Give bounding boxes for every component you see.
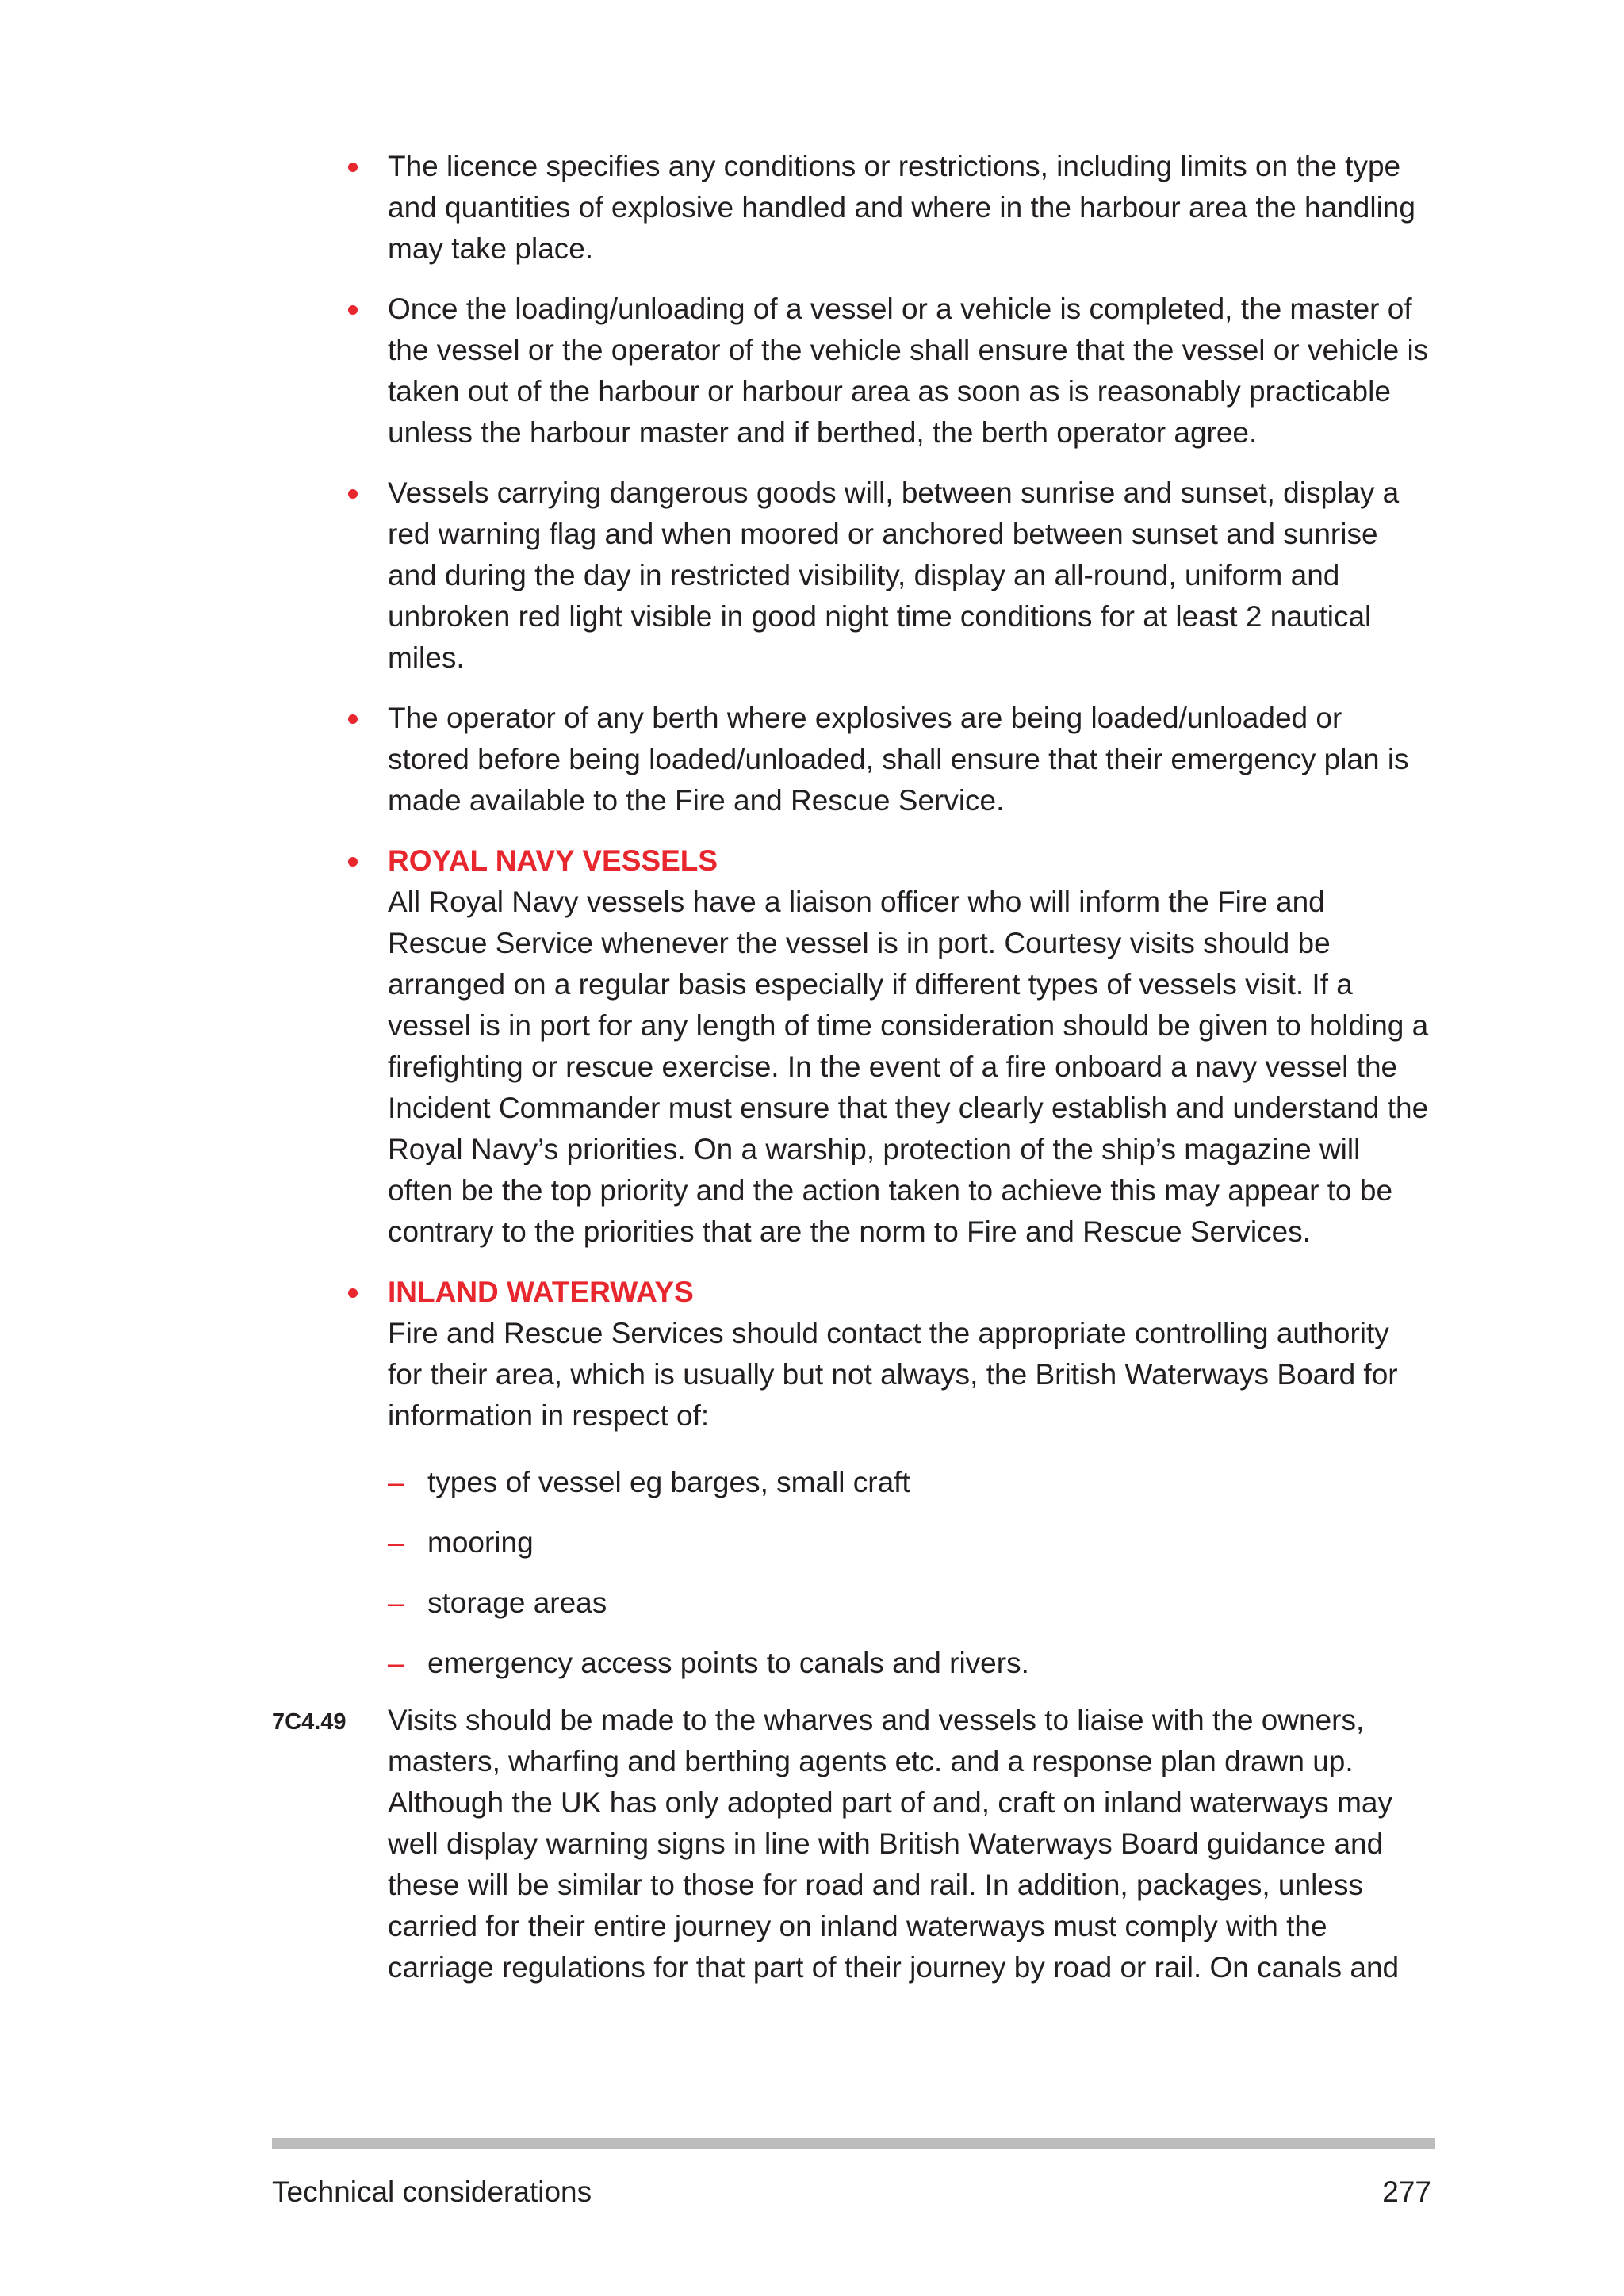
bullet-icon bbox=[348, 714, 358, 724]
bullet-icon bbox=[348, 163, 358, 172]
dash-icon: – bbox=[388, 1526, 404, 1559]
bullet-text: All Royal Navy vessels have a liaison officer who will inform the Fire and Rescue Service whenever the vessel is in port. Courtesy visits should be arranged on a regular basis especially if different types of vessels visit. If a vessel is in port for any length of time consideration should be given to holding a firefighting or rescue exercise. In the event of a fire onboard a navy vessel the Incident Commander must ensure that they clearly establish and understand the Royal Navy’s priorities. On a warship, protection of the ship’s magazine will often be the top priority and the action taken to achieve this may appear to be contrary to the priorities that are the norm to Fire and Rescue Services. bbox=[388, 886, 1429, 1248]
bullet-list bbox=[272, 146, 1430, 1684]
page-content bbox=[272, 146, 1430, 1988]
bullet-item-vessel-removal bbox=[388, 289, 1430, 453]
bullet-text: The licence specifies any conditions or restrictions, including limits on the type and quantities of explosive handled and where in the harbour area the handling may take place. bbox=[388, 150, 1415, 265]
bullet-icon bbox=[348, 1288, 358, 1298]
footer-divider bbox=[272, 2138, 1435, 2149]
bullet-item-inland-waterways bbox=[388, 1272, 1430, 1684]
sub-list-text: storage areas bbox=[427, 1586, 607, 1619]
numbered-paragraph bbox=[272, 1700, 1430, 1988]
bullet-icon bbox=[348, 305, 358, 315]
sub-list-text: emergency access points to canals and rivers. bbox=[427, 1647, 1029, 1679]
section-heading-inland-waterways: INLAND WATERWAYS bbox=[388, 1276, 694, 1308]
sub-list-text: mooring bbox=[427, 1526, 534, 1559]
bullet-icon bbox=[348, 489, 358, 499]
section-heading-royal-navy: ROYAL NAVY VESSELS bbox=[388, 844, 718, 877]
sub-list-text: types of vessel eg barges, small craft bbox=[427, 1466, 910, 1498]
footer-title: Technical considerations bbox=[272, 2175, 592, 2208]
sub-list-item bbox=[388, 1462, 1430, 1503]
sub-list-item bbox=[388, 1582, 1430, 1624]
dash-icon: – bbox=[388, 1647, 404, 1679]
page-number: 277 bbox=[1382, 2175, 1431, 2208]
paragraph-number: 7C4.49 bbox=[272, 1709, 347, 1735]
bullet-item-royal-navy bbox=[388, 840, 1430, 1253]
bullet-text: The operator of any berth where explosives are being loaded/unloaded or stored before being loaded/unloaded, shall ensure that their emergency plan is made available to the Fire and Rescue Service. bbox=[388, 702, 1409, 817]
sub-list bbox=[388, 1462, 1430, 1684]
bullet-icon bbox=[348, 857, 358, 867]
bullet-text: Vessels carrying dangerous goods will, between sunrise and sunset, display a red warning flag and when moored or anchored between sunset and sunrise and during the day in restricted visibility, display an all-round, uniform and unbroken red light visible in good night time conditions for at least 2 nautical miles. bbox=[388, 476, 1400, 674]
dash-icon: – bbox=[388, 1586, 404, 1619]
bullet-item-licence-conditions bbox=[388, 146, 1430, 270]
bullet-text: Once the loading/unloading of a vessel or a vehicle is completed, the master of the vessel or the operator of the vehicle shall ensure that the vessel or vehicle is taken out of the harbour or harbour area as soon as is reasonably practicable unless the harbour master and if berthed, the berth operator agree. bbox=[388, 293, 1429, 449]
sub-list-item bbox=[388, 1522, 1430, 1563]
sub-list-item bbox=[388, 1643, 1430, 1684]
dash-icon: – bbox=[388, 1466, 404, 1498]
bullet-item-emergency-plan bbox=[388, 698, 1430, 821]
paragraph-text: Visits should be made to the wharves and vessels to liaise with the owners, masters, wharfing and berthing agents etc. and a response plan drawn up. Although the UK has only adopted part of and, craft on inland waterways may well display warning signs in line with British Waterways Board guidance and these will be similar to those for road and rail. In addition, packages, unless carried for their entire journey on inland waterways must comply with the carriage regulations for that part of their journey by road or rail. On canals and bbox=[388, 1704, 1400, 1984]
bullet-item-warning-flag bbox=[388, 473, 1430, 679]
bullet-text: Fire and Rescue Services should contact the appropriate controlling authority for their area, which is usually but not always, the British Waterways Board for information in respect of: bbox=[388, 1317, 1398, 1432]
